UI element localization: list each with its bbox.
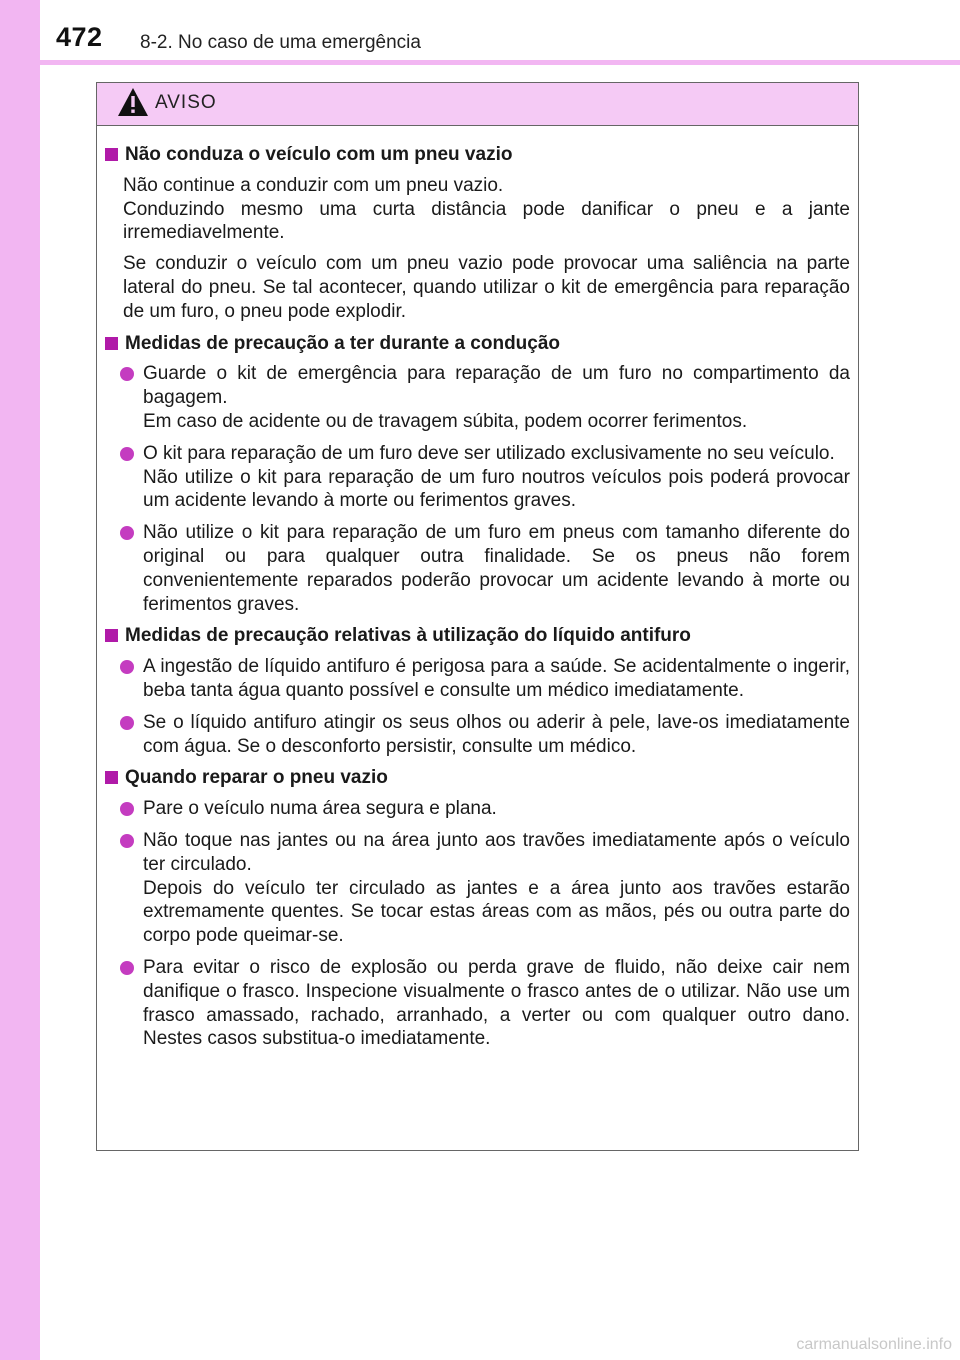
square-bullet-icon [105, 337, 118, 350]
list-item: Não toque nas jantes ou na área junto aos travões imediatamente após o veículo ter circulado. Depois do veículo ter circulado as jantes e a área junto aos travões estarão extremamente quentes. Se tocar estas áreas com as mãos, pés ou outra parte do corpo pode queimar-se. [105, 829, 850, 948]
list-item: Para evitar o risco de explosão ou perda grave de fluido, não deixe cair nem danifique o frasco. Inspecione visualmente o frasco antes de o utilizar. Não use um frasco amassado, rachado, arranhado, a verter ou com qualquer outro dano. Nestes casos substitua-o imediatamente. [105, 956, 850, 1051]
paragraph: Se conduzir o veículo com um pneu vazio pode provocar uma saliência na parte lateral do pneu. Se tal acontecer, quando utilizar o kit de emergência para reparação de um furo, o pneu pode explodir. [123, 253, 850, 322]
chapter-title: 8-2. No caso de uma emergência [140, 32, 421, 53]
section-title: Quando reparar o pneu vazio [105, 766, 850, 790]
section-sealant-precautions [105, 624, 850, 758]
list-item: Não utilize o kit para reparação de um furo em pneus com tamanho diferente do original ou para qualquer outra finalidade. Se os pneus não forem convenientemente reparados poderão provocar um acidente levando à morte ou ferimentos graves. [105, 521, 850, 616]
square-bullet-icon [105, 148, 118, 161]
square-bullet-icon [105, 629, 118, 642]
warning-body [97, 126, 858, 1051]
side-color-band [0, 0, 40, 1360]
page-number: 472 [56, 22, 103, 52]
section-repairing-tire [105, 766, 850, 1051]
round-bullet-icon [120, 834, 134, 848]
section-title: Medidas de precaução relativas à utilização do líquido antifuro [105, 624, 850, 648]
round-bullet-icon [120, 716, 134, 730]
warning-header [97, 83, 858, 126]
section-title: Não conduza o veículo com um pneu vazio [105, 143, 850, 167]
round-bullet-icon [120, 802, 134, 816]
section-title: Medidas de precaução a ter durante a condução [105, 332, 850, 356]
section-driving-precautions [105, 332, 850, 617]
watermark: carmanualsonline.info [796, 1336, 952, 1353]
list-item: O kit para reparação de um furo deve ser utilizado exclusivamente no seu veículo. Não utilize o kit para reparação de um furo noutros veículos pois poderá provocar um acidente levando à morte ou ferimentos graves. [105, 442, 850, 513]
warning-triangle-icon [117, 87, 149, 117]
warning-label: AVISO [155, 92, 217, 113]
round-bullet-icon [120, 526, 134, 540]
section-flat-tire [105, 143, 850, 324]
list-item: Se o líquido antifuro atingir os seus olhos ou aderir à pele, lave-os imediatamente com água. Se o desconforto persistir, consulte um médico. [105, 711, 850, 759]
warning-box [96, 82, 859, 1151]
round-bullet-icon [120, 447, 134, 461]
paragraph: Não continue a conduzir com um pneu vazio. Conduzindo mesmo uma curta distância pode danificar o pneu e a jante irremediavelmente. [123, 174, 850, 244]
round-bullet-icon [120, 367, 134, 381]
header-rule [40, 60, 960, 65]
round-bullet-icon [120, 961, 134, 975]
square-bullet-icon [105, 771, 118, 784]
list-item: Pare o veículo numa área segura e plana. [105, 797, 850, 821]
list-item: Guarde o kit de emergência para reparação de um furo no compartimento da bagagem. Em caso de acidente ou de travagem súbita, podem ocorrer ferimentos. [105, 362, 850, 433]
list-item: A ingestão de líquido antifuro é perigosa para a saúde. Se acidentalmente o ingerir, beba tanta água quanto possível e consulte um médico imediatamente. [105, 655, 850, 703]
round-bullet-icon [120, 660, 134, 674]
